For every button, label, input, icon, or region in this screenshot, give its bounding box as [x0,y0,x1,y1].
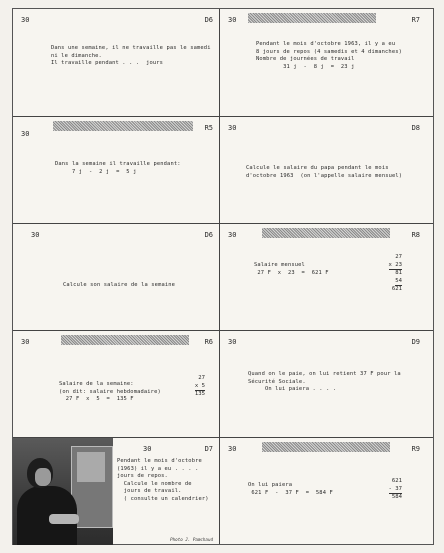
calc-line: x 23 [389,262,402,271]
card-code: D8 [411,124,420,132]
photo-credit: Photo J. Pamchaud [170,537,213,542]
card-number: 30 [21,338,30,346]
card-text: Dans une semaine, il ne travaille pas le samedi ni le dimanche. Il travaille pendant . . . jours [51,45,211,67]
halftone-band [248,13,376,23]
card-r7-october [220,9,426,116]
subtraction-column [389,478,402,502]
card-code: D6 [204,231,213,239]
card-number: 30 [228,338,237,346]
card-number: 30 [228,16,237,24]
card-text: Salaire de la semaine: (on dit: salaire hebdomadaire) 27 F x 5 = 135 F [59,381,161,403]
card-d9-social-security [220,331,426,438]
card-number: 30 [21,16,30,24]
card-number: 30 [228,445,237,453]
card-r6-weekly-result [13,331,219,438]
card-code: D6 [204,16,213,24]
calc-line: x 5 [195,383,205,392]
card-text: Calcule le salaire du papa pendant le mois d'octobre 1963 (on l'appelle salaire mensuel) [246,165,403,179]
card-code: R9 [411,445,420,453]
calc-result: 135 [194,391,205,398]
card-d8-monthly-salary [220,117,426,224]
multiplication-column [389,254,402,294]
card-code: R8 [411,231,420,239]
card-d7-rest-days [13,438,219,545]
card-code: D9 [411,338,420,346]
card-number: 30 [31,231,40,239]
calc-result: 621 [391,286,402,293]
card-number: 30 [228,124,237,132]
halftone-band [262,442,390,452]
card-code: R5 [204,124,213,132]
worker-hands [49,514,79,524]
card-number: 30 [21,130,30,138]
calc-line: 27 [198,375,205,381]
calc-line: 27 [395,254,402,260]
worker-photo [13,438,113,545]
card-r5-week-days [13,117,219,224]
multiplication-column [195,375,205,399]
worksheet [12,8,434,545]
card-d6-weekly-salary [13,224,219,331]
calc-line: 54 [395,278,402,287]
halftone-band [61,335,189,345]
calc-result: 584 [391,494,402,501]
card-number: 30 [143,445,152,453]
card-code: R6 [204,338,213,346]
card-text: Quand on le paie, on lui retient 37 F pour la Sécurité Sociale. On lui paiera . . . . [248,371,401,393]
card-number: 30 [228,231,237,239]
card-d6-week [13,9,219,116]
card-text: Calcule son salaire de la semaine [63,282,176,288]
halftone-band [53,121,193,131]
card-r9-net-pay [220,438,426,545]
calc-line: 81 [395,270,402,277]
card-code: R7 [411,16,420,24]
worker-face [35,468,51,486]
calc-line: 621 [391,478,402,484]
card-text: Salaire mensuel 27 F x 23 = 621 F [254,262,329,276]
card-r8-monthly-result [220,224,426,331]
card-text: Dans la semaine il travaille pendant: 7 j - 2 j = 5 j [55,161,181,175]
calc-line: - 37 [389,486,402,495]
card-text: On lui paiera 621 F - 37 F = 584 F [248,482,333,496]
machine-detail [77,452,105,482]
card-code: D7 [204,445,213,453]
card-text: Pendant le mois d'octobre 1963, il y a eu 8 jours de repos (4 samedis et 4 dimanches) Nombre de journées de travail 31 j - 8 j = 23 j [256,41,403,70]
card-text: Pendant le mois d'octobre (1963) il y a eu . . . . jours de repos. Calcule le nombre de jours de travail. ( consulte un calendrier) [117,458,209,502]
halftone-band [262,228,390,238]
